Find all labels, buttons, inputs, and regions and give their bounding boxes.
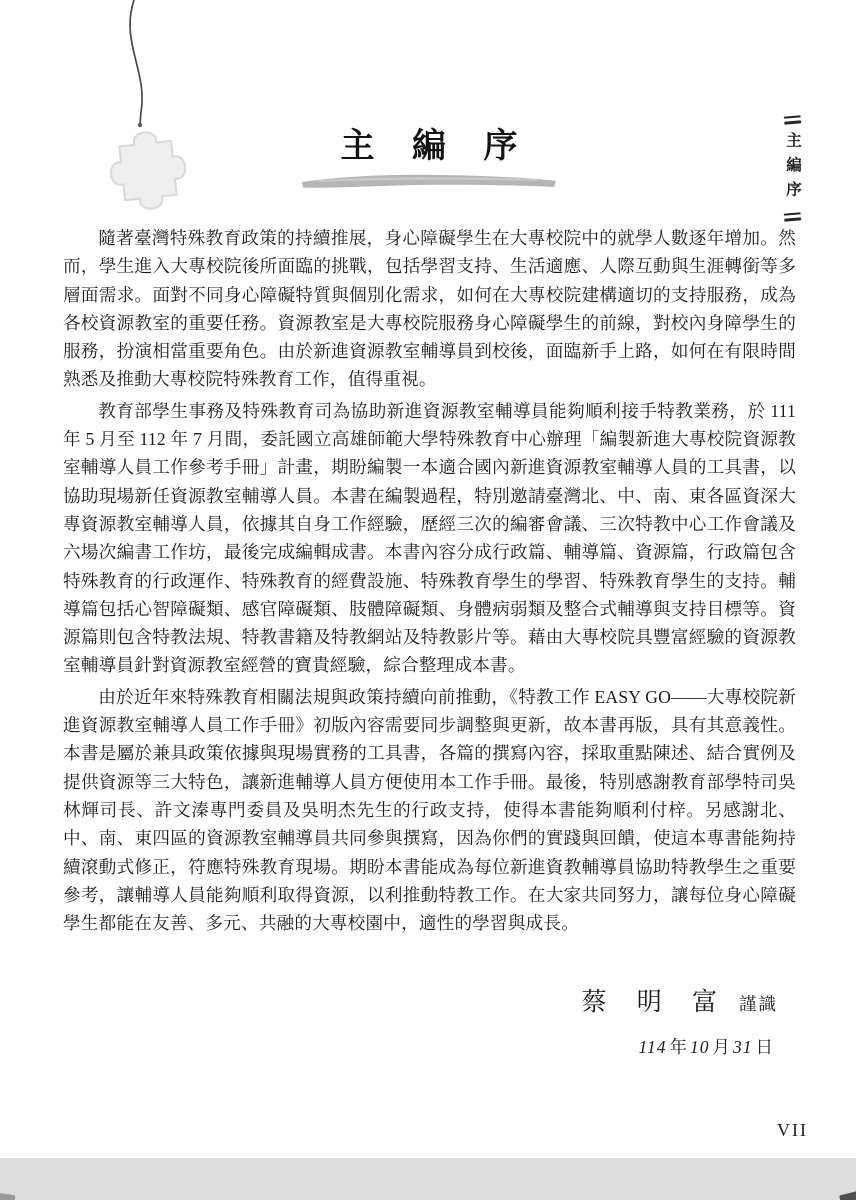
page-number: VII	[777, 1120, 808, 1140]
signature-date	[581, 1034, 778, 1059]
side-label	[780, 116, 804, 221]
date-day: 31	[733, 1037, 753, 1057]
signature-suffix: 謹識	[739, 994, 778, 1014]
paragraph: 由於近年來特殊教育相關法規與政策持續向前推動，《特教工作 EASY GO——大專校院新進資源教室輔導人員工作手冊》初版內容需要同步調整與更新，故本書再版，具有其意義性。本書是屬於兼具政策依據與現場實務的工具書，各篇的撰寫內容，採取重點陳述、結合實例及提供資源等三大特色，讓新進輔導人員方便使用本工作手冊。最後，特別感謝教育部學特司吳林輝司長、許文溱專門委員及吳明杰先生的行政支持，使得本書能夠順利付梓。另感謝北、中、南、東四區的資源教室輔導員共同參與撰寫，因為你們的實踐與回饋，使這本專書能夠持續滾動式修正，符應特殊教育現場。期盼本書能成為每位新進資教輔導員協助特教學生之重要參考，讓輔導人員能夠順利取得資源，以利推動特教工作。在大家共同努力，讓每位身心障礙學生都能在友善、多元、共融的大專校園中，適性的學習與成長。	[63, 686, 796, 934]
footer-strip	[0, 1158, 856, 1200]
corner-mark-icon	[839, 1191, 856, 1200]
paragraph: 教育部學生事務及特殊教育司為協助新進資源教室輔導員能夠順利接手特教業務，於 111 年 5 月至 112 年 7 月間，委託國立高雄師範大學特殊教育中心辦理「編製新進大專校院資源教室輔導人員工作參考手冊」計畫，期盼編製一本適合國內新進資源教室輔導人員的工具書，以協助現場新任資源教室輔導人員。本書在編製過程，特別邀請臺灣北、中、南、東各區資深大專資源教室輔導人員，依據其自身工作經驗，歷經三次的編審會議、三次特教中心工作會議及六場次編書工作坊，最後完成編輯成書。本書內容分成行政篇、輔導篇、資源篇，行政篇包含特殊教育的行政運作、特殊教育的經費設施、特殊教育學生的學習、特殊教育學生的支持。輔導篇包括心智障礙類、感官障礙類、肢體障礙類、身體病弱類及整合式輔導與支持目標等。資源篇則包含特教法規、特教書籍及特教網站及特教影片等。藉由大專校院具豐富經驗的資源教室輔導員針對資源教室經營的寶貴經驗，綜合整理成本書。	[63, 400, 796, 676]
side-label-text: 主編序	[784, 131, 801, 206]
signature-block	[581, 982, 778, 1059]
date-month: 10	[690, 1037, 710, 1057]
date-day-unit: 日	[755, 1037, 773, 1057]
title-block	[63, 118, 795, 193]
paragraph: 隨著臺灣特殊教育政策的持續推展，身心障礙學生在大專校院中的就學人數逐年增加。然而，學生進入大專校院後所面臨的挑戰，包括學習支持、生活適應、人際互動與生涯轉銜等多層面需求。面對不同身心障礙特質與個別化需求，如何在大專校院建構適切的支持服務，成為各校資源教室的重要任務。資源教室是大專校院服務身心障礙學生的前線，對校內身障學生的服務，扮演相當重要角色。由於新進資源教室輔導員到校後，面臨新手上路，如何在有限時間熟悉及推動大專校院特殊教育工作，值得重視。	[63, 228, 796, 390]
corner-mark-icon	[0, 1193, 15, 1200]
brush-stroke-underline	[298, 169, 560, 193]
double-line-mark-icon	[783, 115, 801, 124]
date-month-unit: 月	[712, 1037, 730, 1057]
signature-line	[581, 982, 778, 1018]
hanging-string-icon	[112, 0, 162, 132]
author-name: 蔡 明 富	[581, 989, 729, 1016]
date-year: 114	[638, 1037, 667, 1057]
double-line-mark-icon	[783, 213, 801, 222]
page-title: 主 編 序	[340, 127, 532, 165]
preface-body	[63, 224, 796, 940]
date-year-unit: 年	[669, 1037, 687, 1057]
